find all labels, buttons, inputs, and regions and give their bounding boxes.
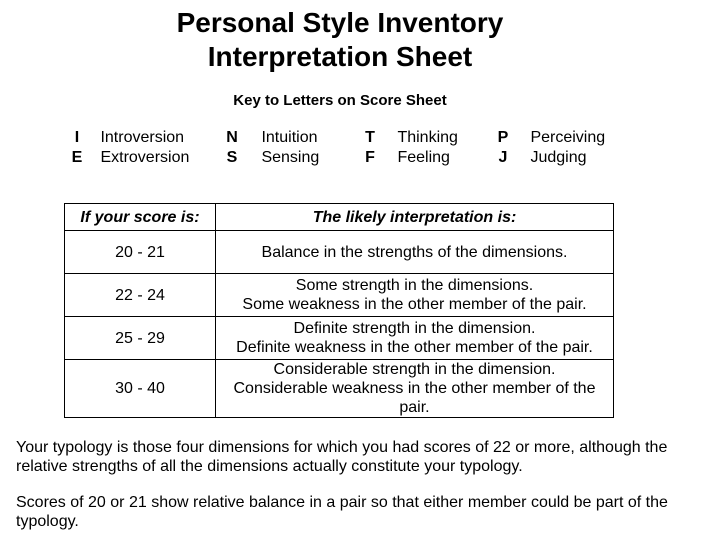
key-word: Extroversion bbox=[100, 149, 190, 166]
interpretation-line: Considerable strength in the dimension. bbox=[273, 361, 556, 378]
interpretation-line: pair. bbox=[399, 399, 430, 416]
key-heading: Key to Letters on Score Sheet bbox=[233, 92, 447, 109]
key-item bbox=[361, 148, 458, 168]
key-letter: T bbox=[365, 129, 375, 146]
key-item bbox=[223, 128, 319, 148]
key-item bbox=[223, 148, 319, 168]
interpretation-line: Balance in the strengths of the dimensions. bbox=[261, 243, 568, 261]
score-column-header: If your score is: bbox=[65, 204, 216, 231]
interpretation-line: Considerable weakness in the other member of the bbox=[233, 380, 596, 397]
key-item bbox=[494, 128, 605, 148]
key-item bbox=[68, 128, 189, 148]
interpretation-cell bbox=[216, 360, 614, 418]
title-line-1: Personal Style Inventory bbox=[176, 7, 504, 38]
key-letter: I bbox=[74, 129, 80, 146]
interpretation-line: Definite weakness in the other member of the pair. bbox=[236, 339, 593, 356]
interpretation-line: Some weakness in the other member of the pair. bbox=[242, 296, 587, 313]
interpretation-line: Some strength in the dimensions. bbox=[295, 277, 534, 294]
interpretation-line: Definite strength in the dimension. bbox=[293, 320, 536, 337]
key-item bbox=[361, 128, 458, 148]
key-letter: J bbox=[498, 149, 508, 166]
interpretation-cell bbox=[216, 231, 614, 274]
key-column-4 bbox=[494, 128, 605, 168]
key-word: Judging bbox=[530, 149, 587, 166]
key-letter: S bbox=[226, 149, 238, 166]
interpretation-cell bbox=[216, 317, 614, 360]
table-row bbox=[65, 231, 614, 274]
table-row bbox=[65, 317, 614, 360]
key-word: Sensing bbox=[261, 149, 320, 166]
key-column-1 bbox=[68, 128, 189, 168]
typology-paragraph: Your typology is those four dimensions for which you had scores of 22 or more, although the relative strengths of all the dimensions actually constitute your typology. bbox=[16, 439, 668, 475]
document-title bbox=[0, 6, 680, 74]
score-cell: 20 - 21 bbox=[65, 231, 216, 274]
interpretation-column-header: The likely interpretation is: bbox=[216, 204, 614, 231]
score-cell: 25 - 29 bbox=[65, 317, 216, 360]
score-cell: 30 - 40 bbox=[65, 360, 216, 418]
key-column-2 bbox=[223, 128, 319, 168]
key-letter: F bbox=[365, 149, 375, 166]
key-word: Introversion bbox=[100, 129, 185, 146]
table-row bbox=[65, 274, 614, 317]
table-header-row bbox=[65, 204, 614, 231]
key-word: Thinking bbox=[397, 129, 458, 146]
title-line-2: Interpretation Sheet bbox=[207, 41, 473, 72]
key-column-3 bbox=[361, 128, 458, 168]
key-item bbox=[494, 148, 605, 168]
score-cell: 22 - 24 bbox=[65, 274, 216, 317]
key-word: Intuition bbox=[261, 129, 318, 146]
table-row bbox=[65, 360, 614, 418]
key-letter: N bbox=[226, 129, 238, 146]
interpretation-cell bbox=[216, 274, 614, 317]
key-word: Feeling bbox=[397, 149, 450, 166]
interpretation-table bbox=[64, 203, 614, 418]
key-letter: E bbox=[71, 149, 83, 166]
balance-paragraph: Scores of 20 or 21 show relative balance in a pair so that either member could be part of the typology. bbox=[16, 494, 668, 530]
key-item bbox=[68, 148, 189, 168]
key-letter: P bbox=[497, 129, 509, 146]
key-word: Perceiving bbox=[530, 129, 606, 146]
